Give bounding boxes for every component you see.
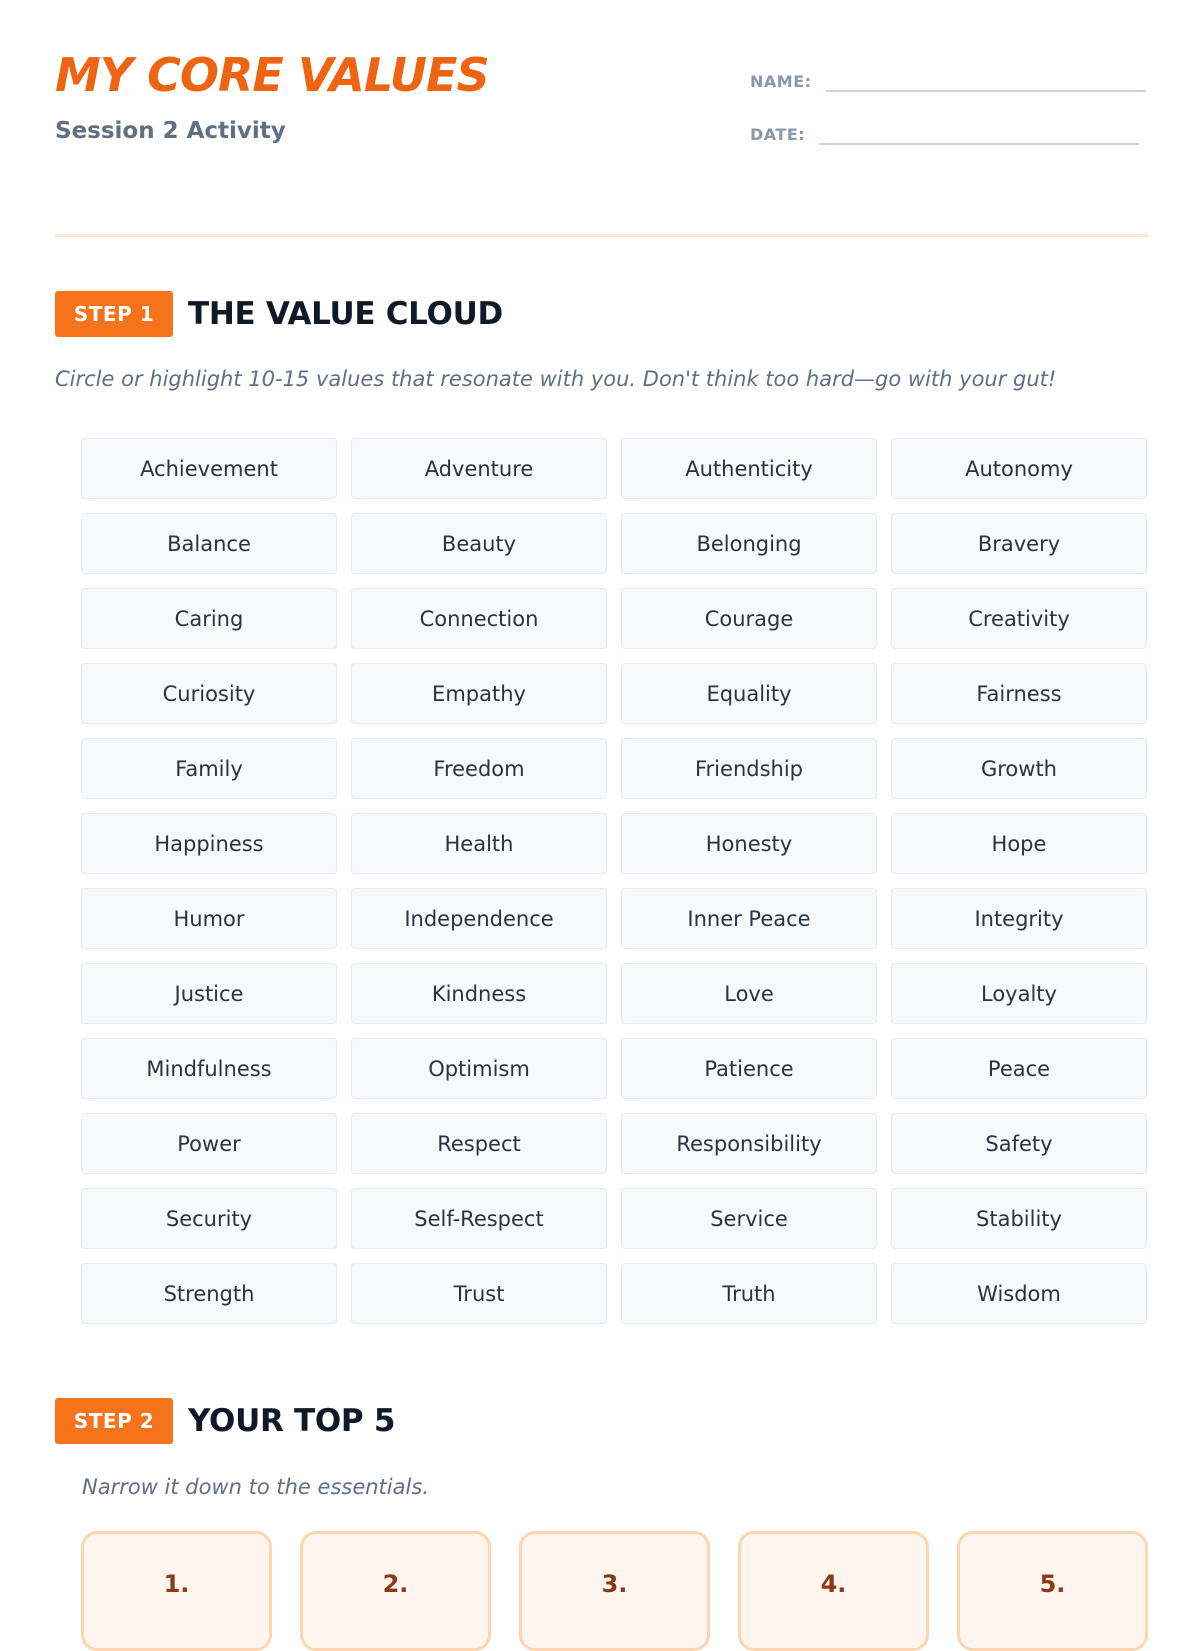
value-chip[interactable]: Patience — [621, 1038, 877, 1099]
value-chip[interactable]: Integrity — [891, 888, 1147, 949]
date-field[interactable] — [750, 115, 1139, 145]
value-chip[interactable]: Connection — [351, 588, 607, 649]
step-1-header — [55, 291, 503, 337]
value-chip[interactable]: Love — [621, 963, 877, 1024]
value-chip[interactable]: Responsibility — [621, 1113, 877, 1174]
step-2-title: YOUR TOP 5 — [188, 1403, 396, 1439]
value-chip[interactable]: Loyalty — [891, 963, 1147, 1024]
value-chip[interactable]: Courage — [621, 588, 877, 649]
value-chip[interactable]: Adventure — [351, 438, 607, 499]
top-value-slot[interactable]: 4. — [738, 1531, 929, 1651]
step-1-badge: STEP 1 — [55, 291, 173, 337]
value-chip[interactable]: Caring — [81, 588, 337, 649]
date-input-line[interactable] — [819, 115, 1139, 145]
value-chip[interactable]: Self-Respect — [351, 1188, 607, 1249]
top-value-slot[interactable]: 3. — [519, 1531, 710, 1651]
value-chip[interactable]: Bravery — [891, 513, 1147, 574]
value-chip[interactable]: Stability — [891, 1188, 1147, 1249]
header-divider — [55, 234, 1148, 237]
step-1-instruction: Circle or highlight 10-15 values that resonate with you. Don't think too hard—go with your gut! — [55, 367, 1057, 391]
top-value-slot[interactable]: 2. — [300, 1531, 491, 1651]
value-chip[interactable]: Security — [81, 1188, 337, 1249]
value-chip[interactable]: Growth — [891, 738, 1147, 799]
step-1-title: THE VALUE CLOUD — [188, 296, 503, 332]
value-chip[interactable]: Honesty — [621, 813, 877, 874]
value-chip[interactable]: Truth — [621, 1263, 877, 1324]
value-chip[interactable]: Friendship — [621, 738, 877, 799]
value-chip[interactable]: Mindfulness — [81, 1038, 337, 1099]
value-chip[interactable]: Beauty — [351, 513, 607, 574]
value-chip[interactable]: Wisdom — [891, 1263, 1147, 1324]
value-chip[interactable]: Safety — [891, 1113, 1147, 1174]
worksheet-title: MY CORE VALUES — [55, 48, 489, 102]
value-chip[interactable]: Humor — [81, 888, 337, 949]
value-chip[interactable]: Equality — [621, 663, 877, 724]
value-chip[interactable]: Optimism — [351, 1038, 607, 1099]
name-label: NAME: — [750, 72, 812, 91]
value-chip[interactable]: Independence — [351, 888, 607, 949]
value-cloud-grid — [81, 438, 1149, 1324]
value-chip[interactable]: Happiness — [81, 813, 337, 874]
value-chip[interactable]: Strength — [81, 1263, 337, 1324]
value-chip[interactable]: Freedom — [351, 738, 607, 799]
value-chip[interactable]: Respect — [351, 1113, 607, 1174]
name-input-line[interactable] — [826, 62, 1146, 92]
value-chip[interactable]: Fairness — [891, 663, 1147, 724]
value-chip[interactable]: Empathy — [351, 663, 607, 724]
value-chip[interactable]: Health — [351, 813, 607, 874]
value-chip[interactable]: Curiosity — [81, 663, 337, 724]
value-chip[interactable]: Balance — [81, 513, 337, 574]
value-chip[interactable]: Inner Peace — [621, 888, 877, 949]
step-2-badge: STEP 2 — [55, 1398, 173, 1444]
step-2-header — [55, 1398, 395, 1444]
value-chip[interactable]: Peace — [891, 1038, 1147, 1099]
name-field[interactable] — [750, 62, 1146, 92]
value-chip[interactable]: Belonging — [621, 513, 877, 574]
step-2-instruction: Narrow it down to the essentials. — [82, 1475, 429, 1499]
value-chip[interactable]: Family — [81, 738, 337, 799]
top-value-slot[interactable]: 1. — [81, 1531, 272, 1651]
value-chip[interactable]: Kindness — [351, 963, 607, 1024]
value-chip[interactable]: Creativity — [891, 588, 1147, 649]
value-chip[interactable]: Hope — [891, 813, 1147, 874]
value-chip[interactable]: Authenticity — [621, 438, 877, 499]
date-label: DATE: — [750, 125, 806, 144]
value-chip[interactable]: Power — [81, 1113, 337, 1174]
value-chip[interactable]: Achievement — [81, 438, 337, 499]
value-chip[interactable]: Service — [621, 1188, 877, 1249]
value-chip[interactable]: Justice — [81, 963, 337, 1024]
worksheet-subtitle: Session 2 Activity — [55, 118, 286, 144]
top-5-slots — [81, 1531, 1148, 1651]
value-chip[interactable]: Autonomy — [891, 438, 1147, 499]
value-chip[interactable]: Trust — [351, 1263, 607, 1324]
top-value-slot[interactable]: 5. — [957, 1531, 1148, 1651]
